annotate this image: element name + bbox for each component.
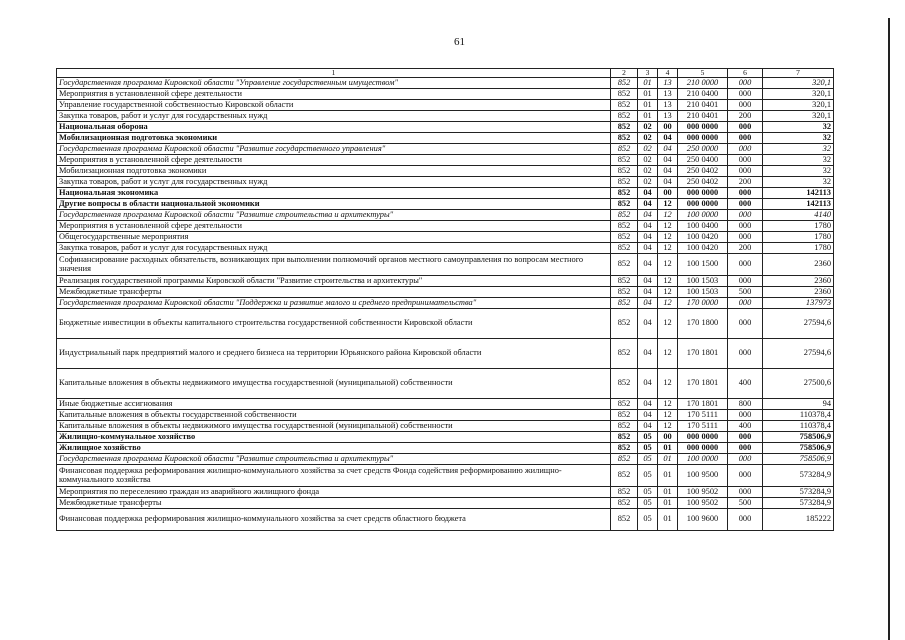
table-body [57,78,834,531]
section-cell: 04 [638,254,658,276]
target-code-cell: 100 0000 [678,454,728,465]
target-code-cell: 000 0000 [678,122,728,133]
expense-type-cell: 000 [728,443,763,454]
table-row [57,443,834,454]
code-cell: 852 [611,339,638,369]
target-code-cell: 170 5111 [678,421,728,432]
target-code-cell: 170 1801 [678,339,728,369]
target-code-cell: 210 0401 [678,111,728,122]
row-name-cell: Финансовая поддержка реформирования жилищно-коммунального хозяйства за счет средств Фонда содействия реформированию жилищно-коммунального хозяйства [57,465,611,487]
section-cell: 02 [638,155,658,166]
target-code-cell: 100 0400 [678,221,728,232]
subsection-cell: 12 [658,243,678,254]
row-name-cell: Мероприятия по переселению граждан из аварийного жилищного фонда [57,487,611,498]
target-code-cell: 250 0000 [678,144,728,155]
code-cell: 852 [611,369,638,399]
amount-cell: 2360 [763,254,834,276]
amount-cell: 185222 [763,509,834,531]
table-row [57,410,834,421]
expense-type-cell: 000 [728,276,763,287]
expense-type-cell: 000 [728,254,763,276]
section-cell: 04 [638,339,658,369]
row-name-cell: Реализация государственной программы Кировской области "Развитие строительства и архитектуры" [57,276,611,287]
row-name-cell: Капитальные вложения в объекты недвижимого имущества государственной (муниципальной) собственности [57,421,611,432]
amount-cell: 110378,4 [763,421,834,432]
column-header: 3 [638,69,658,78]
amount-cell: 2360 [763,276,834,287]
code-cell: 852 [611,199,638,210]
column-header: 4 [658,69,678,78]
subsection-cell: 12 [658,339,678,369]
section-cell: 04 [638,309,658,339]
table-row [57,421,834,432]
table-row [57,210,834,221]
expense-type-cell: 000 [728,465,763,487]
target-code-cell: 100 1503 [678,287,728,298]
row-name-cell: Мобилизационная подготовка экономики [57,133,611,144]
code-cell: 852 [611,232,638,243]
target-code-cell: 210 0000 [678,78,728,89]
target-code-cell: 170 5111 [678,410,728,421]
code-cell: 852 [611,111,638,122]
target-code-cell: 000 0000 [678,188,728,199]
budget-table [56,68,834,531]
expense-type-cell: 500 [728,287,763,298]
code-cell: 852 [611,465,638,487]
row-name-cell: Закупка товаров, работ и услуг для государственных нужд [57,111,611,122]
row-name-cell: Индустриальный парк предприятий малого и среднего бизнеса на территории Юрьянского района Кировской области [57,339,611,369]
amount-cell: 27594,6 [763,309,834,339]
amount-cell: 110378,4 [763,410,834,421]
expense-type-cell: 000 [728,166,763,177]
code-cell: 852 [611,166,638,177]
code-cell: 852 [611,298,638,309]
table-row [57,465,834,487]
expense-type-cell: 000 [728,309,763,339]
subsection-cell: 12 [658,221,678,232]
subsection-cell: 12 [658,210,678,221]
code-cell: 852 [611,432,638,443]
table-row [57,111,834,122]
row-name-cell: Иные бюджетные ассигнования [57,399,611,410]
row-name-cell: Бюджетные инвестиции в объекты капитального строительства государственной собственности Кировской области [57,309,611,339]
section-cell: 04 [638,369,658,399]
code-cell: 852 [611,498,638,509]
code-cell: 852 [611,421,638,432]
section-cell: 02 [638,177,658,188]
subsection-cell: 13 [658,100,678,111]
expense-type-cell: 000 [728,100,763,111]
target-code-cell: 100 1500 [678,254,728,276]
table-row [57,133,834,144]
amount-cell: 27500,6 [763,369,834,399]
expense-type-cell: 000 [728,410,763,421]
target-code-cell: 100 9502 [678,487,728,498]
table-row [57,298,834,309]
row-name-cell: Межбюджетные трансферты [57,498,611,509]
amount-cell: 142113 [763,188,834,199]
table-row [57,78,834,89]
row-name-cell: Мероприятия в установленной сфере деятельности [57,221,611,232]
section-cell: 05 [638,454,658,465]
code-cell: 852 [611,254,638,276]
subsection-cell: 01 [658,509,678,531]
code-cell: 852 [611,155,638,166]
section-cell: 01 [638,78,658,89]
subsection-cell: 04 [658,177,678,188]
amount-cell: 758506,9 [763,454,834,465]
table-row [57,254,834,276]
target-code-cell: 100 9600 [678,509,728,531]
code-cell: 852 [611,287,638,298]
expense-type-cell: 000 [728,487,763,498]
section-cell: 02 [638,166,658,177]
code-cell: 852 [611,89,638,100]
row-name-cell: Другие вопросы в области национальной экономики [57,199,611,210]
amount-cell: 32 [763,177,834,188]
row-name-cell: Государственная программа Кировской области "Управление государственным имуществом" [57,78,611,89]
section-cell: 05 [638,432,658,443]
section-cell: 04 [638,298,658,309]
row-name-cell: Финансовая поддержка реформирования жилищно-коммунального хозяйства за счет средств областного бюджета [57,509,611,531]
section-cell: 05 [638,498,658,509]
section-cell: 04 [638,210,658,221]
target-code-cell: 100 0420 [678,232,728,243]
expense-type-cell: 400 [728,369,763,399]
subsection-cell: 01 [658,465,678,487]
code-cell: 852 [611,243,638,254]
table-row [57,339,834,369]
code-cell: 852 [611,309,638,339]
section-cell: 04 [638,410,658,421]
table-row [57,498,834,509]
amount-cell: 573284,9 [763,487,834,498]
row-name-cell: Государственная программа Кировской области "Поддержка и развитие малого и среднего предпринимательства" [57,298,611,309]
subsection-cell: 00 [658,188,678,199]
target-code-cell: 000 0000 [678,133,728,144]
amount-cell: 573284,9 [763,498,834,509]
section-cell: 02 [638,144,658,155]
expense-type-cell: 000 [728,232,763,243]
table-row [57,509,834,531]
amount-cell: 320,1 [763,89,834,100]
subsection-cell: 13 [658,111,678,122]
target-code-cell: 170 1800 [678,309,728,339]
code-cell: 852 [611,410,638,421]
table-header-row [57,69,834,78]
expense-type-cell: 800 [728,399,763,410]
target-code-cell: 100 9500 [678,465,728,487]
table-row [57,177,834,188]
section-cell: 04 [638,287,658,298]
amount-cell: 32 [763,144,834,155]
code-cell: 852 [611,122,638,133]
table-row [57,221,834,232]
code-cell: 852 [611,509,638,531]
expense-type-cell: 500 [728,498,763,509]
section-cell: 01 [638,100,658,111]
subsection-cell: 00 [658,432,678,443]
expense-type-cell: 200 [728,111,763,122]
code-cell: 852 [611,399,638,410]
amount-cell: 1780 [763,221,834,232]
expense-type-cell: 000 [728,298,763,309]
column-header: 5 [678,69,728,78]
subsection-cell: 12 [658,421,678,432]
column-header: 2 [611,69,638,78]
table-row [57,432,834,443]
section-cell: 05 [638,465,658,487]
amount-cell: 32 [763,122,834,133]
code-cell: 852 [611,100,638,111]
section-cell: 04 [638,199,658,210]
code-cell: 852 [611,78,638,89]
subsection-cell: 01 [658,443,678,454]
section-cell: 04 [638,399,658,410]
target-code-cell: 100 9502 [678,498,728,509]
code-cell: 852 [611,144,638,155]
subsection-cell: 12 [658,399,678,410]
section-cell: 02 [638,122,658,133]
expense-type-cell: 200 [728,243,763,254]
row-name-cell: Общегосударственные мероприятия [57,232,611,243]
subsection-cell: 04 [658,144,678,155]
amount-cell: 32 [763,155,834,166]
row-name-cell: Капитальные вложения в объекты государственной собственности [57,410,611,421]
table-row [57,199,834,210]
subsection-cell: 13 [658,78,678,89]
section-cell: 04 [638,421,658,432]
table-row [57,287,834,298]
row-name-cell: Национальная экономика [57,188,611,199]
subsection-cell: 12 [658,254,678,276]
code-cell: 852 [611,487,638,498]
amount-cell: 1780 [763,243,834,254]
subsection-cell: 04 [658,133,678,144]
amount-cell: 142113 [763,199,834,210]
expense-type-cell: 000 [728,509,763,531]
row-name-cell: Национальная оборона [57,122,611,133]
code-cell: 852 [611,188,638,199]
table-row [57,369,834,399]
table-row [57,232,834,243]
expense-type-cell: 000 [728,339,763,369]
expense-type-cell: 000 [728,454,763,465]
amount-cell: 758506,9 [763,443,834,454]
row-name-cell: Софинансирование расходных обязательств, возникающих при выполнении полномочий органов местного самоуправления по вопросам местного значения [57,254,611,276]
target-code-cell: 210 0401 [678,100,728,111]
code-cell: 852 [611,443,638,454]
target-code-cell: 100 0420 [678,243,728,254]
amount-cell: 758506,9 [763,432,834,443]
table-row [57,243,834,254]
amount-cell: 27594,6 [763,339,834,369]
amount-cell: 94 [763,399,834,410]
table-row [57,100,834,111]
subsection-cell: 12 [658,232,678,243]
expense-type-cell: 200 [728,177,763,188]
row-name-cell: Жилищно-коммунальное хозяйство [57,432,611,443]
amount-cell: 32 [763,166,834,177]
target-code-cell: 000 0000 [678,432,728,443]
target-code-cell: 250 0400 [678,155,728,166]
expense-type-cell: 000 [728,199,763,210]
code-cell: 852 [611,221,638,232]
code-cell: 852 [611,210,638,221]
target-code-cell: 170 1801 [678,399,728,410]
subsection-cell: 12 [658,369,678,399]
table-row [57,144,834,155]
table-row [57,155,834,166]
subsection-cell: 12 [658,276,678,287]
row-name-cell: Межбюджетные трансферты [57,287,611,298]
section-cell: 04 [638,276,658,287]
subsection-cell: 01 [658,487,678,498]
expense-type-cell: 000 [728,210,763,221]
row-name-cell: Мероприятия в установленной сфере деятельности [57,155,611,166]
amount-cell: 320,1 [763,111,834,122]
section-cell: 01 [638,89,658,100]
expense-type-cell: 000 [728,133,763,144]
row-name-cell: Мобилизационная подготовка экономики [57,166,611,177]
row-name-cell: Государственная программа Кировской области "Развитие государственного управления" [57,144,611,155]
code-cell: 852 [611,276,638,287]
expense-type-cell: 000 [728,155,763,166]
subsection-cell: 01 [658,454,678,465]
section-cell: 04 [638,243,658,254]
amount-cell: 32 [763,133,834,144]
target-code-cell: 250 0402 [678,166,728,177]
amount-cell: 320,1 [763,100,834,111]
subsection-cell: 12 [658,199,678,210]
page-number: 61 [454,36,465,48]
target-code-cell: 250 0402 [678,177,728,188]
section-cell: 04 [638,188,658,199]
table-row [57,89,834,100]
target-code-cell: 170 0000 [678,298,728,309]
table-row [57,487,834,498]
table-row [57,276,834,287]
expense-type-cell: 000 [728,122,763,133]
subsection-cell: 04 [658,155,678,166]
amount-cell: 320,1 [763,78,834,89]
subsection-cell: 12 [658,298,678,309]
amount-cell: 137973 [763,298,834,309]
expense-type-cell: 000 [728,432,763,443]
table-row [57,399,834,410]
table-row [57,309,834,339]
row-name-cell: Жилищное хозяйство [57,443,611,454]
target-code-cell: 000 0000 [678,443,728,454]
subsection-cell: 00 [658,122,678,133]
column-header: 1 [57,69,611,78]
expense-type-cell: 000 [728,144,763,155]
table-row [57,166,834,177]
subsection-cell: 13 [658,89,678,100]
target-code-cell: 170 1801 [678,369,728,399]
row-name-cell: Управление государственной собственностью Кировской области [57,100,611,111]
target-code-cell: 100 0000 [678,210,728,221]
expense-type-cell: 400 [728,421,763,432]
subsection-cell: 04 [658,166,678,177]
table-row [57,454,834,465]
row-name-cell: Закупка товаров, работ и услуг для государственных нужд [57,177,611,188]
page-edge-line [888,18,890,640]
row-name-cell: Закупка товаров, работ и услуг для государственных нужд [57,243,611,254]
section-cell: 05 [638,509,658,531]
row-name-cell: Мероприятия в установленной сфере деятельности [57,89,611,100]
row-name-cell: Государственная программа Кировской области "Развитие строительства и архитектуры" [57,210,611,221]
code-cell: 852 [611,454,638,465]
section-cell: 02 [638,133,658,144]
expense-type-cell: 000 [728,221,763,232]
amount-cell: 2360 [763,287,834,298]
section-cell: 01 [638,111,658,122]
amount-cell: 573284,9 [763,465,834,487]
column-header: 6 [728,69,763,78]
target-code-cell: 100 1503 [678,276,728,287]
subsection-cell: 12 [658,309,678,339]
table-row [57,188,834,199]
target-code-cell: 210 0400 [678,89,728,100]
section-cell: 05 [638,487,658,498]
subsection-cell: 01 [658,498,678,509]
amount-cell: 1780 [763,232,834,243]
subsection-cell: 12 [658,410,678,421]
section-cell: 04 [638,221,658,232]
row-name-cell: Государственная программа Кировской области "Развитие строительства и архитектуры" [57,454,611,465]
code-cell: 852 [611,177,638,188]
code-cell: 852 [611,133,638,144]
section-cell: 05 [638,443,658,454]
amount-cell: 4140 [763,210,834,221]
target-code-cell: 000 0000 [678,199,728,210]
table-row [57,122,834,133]
column-header: 7 [763,69,834,78]
expense-type-cell: 000 [728,78,763,89]
expense-type-cell: 000 [728,188,763,199]
section-cell: 04 [638,232,658,243]
expense-type-cell: 000 [728,89,763,100]
row-name-cell: Капитальные вложения в объекты недвижимого имущества государственной (муниципальной) собственности [57,369,611,399]
subsection-cell: 12 [658,287,678,298]
